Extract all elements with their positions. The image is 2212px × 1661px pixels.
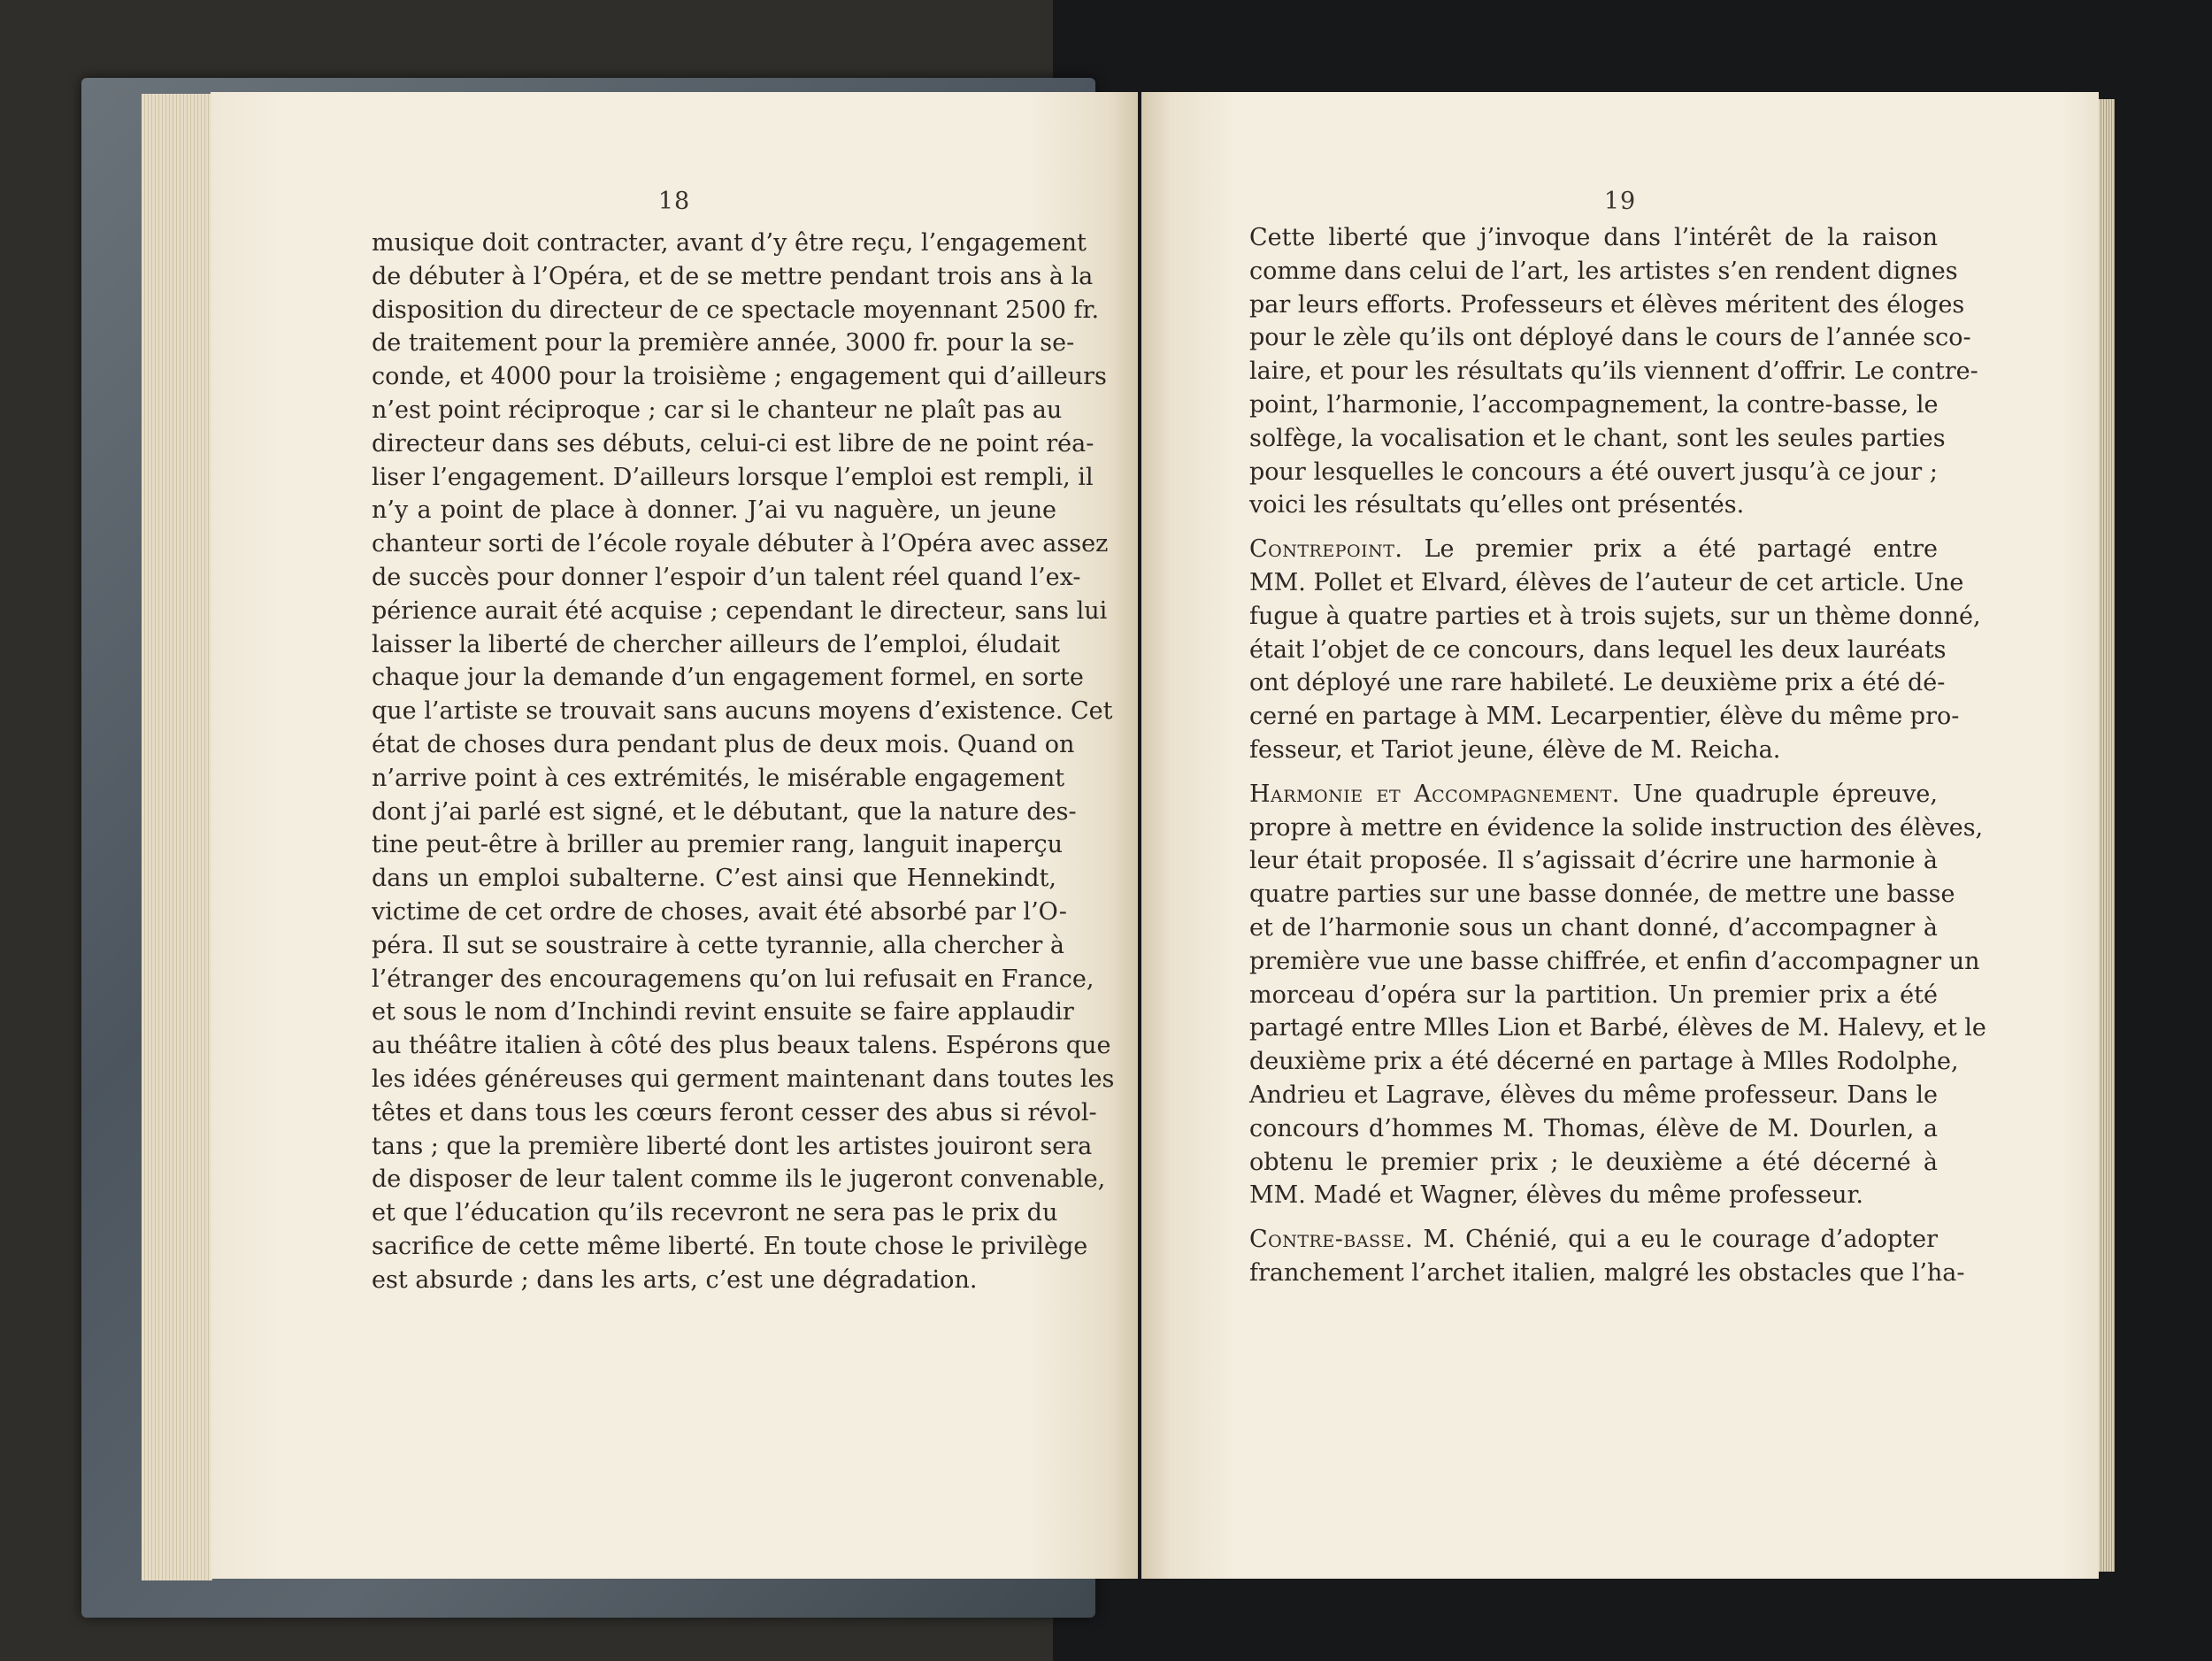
text-line: de succès pour donner l’espoir d’un talent réel quand l’ex-: [372, 563, 1081, 591]
text-line: et sous le nom d’Inchindi revint ensuite se faire applaudir: [372, 998, 1074, 1027]
text-line: est absurde ; dans les arts, c’est une dégradation.: [372, 1265, 978, 1294]
text-line: leur était proposée. Il s’agissait d’écrire une harmonie à: [1249, 847, 1938, 875]
text-line: première vue une basse chiffrée, et enfin d’accompagner un: [1249, 947, 1980, 975]
text-line: n’arrive point à ces extrémités, le misérable engagement: [372, 764, 1065, 792]
section-line: Contre-basse. M. Chénié, qui a eu le courage d’adopter: [1249, 1226, 1938, 1254]
text-line: disposition du directeur de ce spectacle moyennant 2500 fr.: [372, 296, 1100, 324]
text-line: n’est point réciproque ; car si le chanteur ne plaît pas au: [372, 396, 1063, 424]
section-heading-contre-basse: Contre-basse.: [1249, 1226, 1414, 1254]
text-line: n’y a point de place à donner. J’ai vu naguère, un jeune: [372, 496, 1056, 525]
text-line: obtenu le premier prix ; le deuxième a été décerné à: [1249, 1148, 1938, 1176]
right-page: [1141, 92, 2099, 1579]
text-line: de traitement pour la première année, 3000 fr. pour la se-: [372, 329, 1075, 358]
text-line: chanteur sorti de l’école royale débuter à l’Opéra avec assez: [372, 530, 1109, 558]
text-line: que l’artiste se trouvait sans aucuns moyens d’existence. Cet: [372, 697, 1113, 726]
text-line: de disposer de leur talent comme ils le jugeront convenable,: [372, 1165, 1106, 1194]
text-line: l’étranger des encouragemens qu’on lui refusait en France,: [372, 965, 1094, 993]
text-line: état de choses dura pendant plus de deux mois. Quand on: [372, 730, 1075, 758]
text-line: dont j’ai parlé est signé, et le débutant, que la nature des-: [372, 797, 1077, 826]
text-line: pour lesquelles le concours a été ouvert jusqu’à ce jour ;: [1249, 458, 1938, 486]
text-line: victime de cet ordre de choses, avait été absorbé par l’O-: [372, 897, 1067, 926]
left-page: [211, 92, 1138, 1579]
section-heading-harmonie: Harmonie et Accompagnement.: [1249, 780, 1620, 808]
text-line: les idées généreuses qui germent maintenant dans toutes les: [372, 1065, 1115, 1093]
text-line: MM. Pollet et Elvard, élèves de l’auteur de cet article. Une: [1249, 568, 1964, 596]
text-line: voici les résultats qu’elles ont présentés.: [1249, 491, 1745, 519]
page-number-left: 18: [657, 188, 691, 215]
text-line: par leurs efforts. Professeurs et élèves méritent des éloges: [1249, 290, 1965, 319]
text-line: et que l’éducation qu’ils recevront ne sera pas le prix du: [372, 1199, 1058, 1227]
page-edges-left: [142, 94, 212, 1580]
text-line: deuxième prix a été décerné en partage à Mlles Rodolphe,: [1249, 1048, 1959, 1076]
text-line: solfège, la vocalisation et le chant, sont les seules parties: [1249, 424, 1946, 452]
text-line: comme dans celui de l’art, les artistes s’en rendent dignes: [1249, 257, 1958, 285]
text-line: et de l’harmonie sous un chant donné, d’accompagner à: [1249, 913, 1938, 942]
text-line: laisser la liberté de chercher ailleurs de l’emploi, éludait: [372, 630, 1061, 658]
text-line: propre à mettre en évidence la solide instruction des élèves,: [1249, 813, 1984, 842]
page-number-right: 19: [1603, 188, 1637, 215]
text-line: laire, et pour les résultats qu’ils viennent d’offrir. Le contre-: [1249, 358, 1978, 386]
text-line: au théâtre italien à côté des plus beaux talens. Espérons que: [372, 1032, 1111, 1060]
text-line: quatre parties sur une basse donnée, de mettre une basse: [1249, 880, 1955, 909]
text-line: MM. Madé et Wagner, élèves du même professeur.: [1249, 1181, 1863, 1210]
text-line: pour le zèle qu’ils ont déployé dans le cours de l’année sco-: [1249, 324, 1971, 352]
text-line: chaque jour la demande d’un engagement formel, en sorte: [372, 664, 1084, 692]
page-edges-right: [2099, 99, 2115, 1572]
text-line: partagé entre Mlles Lion et Barbé, élèves de M. Halevy, et le: [1249, 1014, 1986, 1042]
left-page-text: [372, 227, 1115, 1297]
text-line: cerné en partage à MM. Lecarpentier, élève du même pro-: [1249, 703, 1960, 731]
section-line: Harmonie et Accompagnement. Une quadruple épreuve,: [1249, 780, 1938, 808]
text-line: dans un emploi subalterne. C’est ainsi que Hennekindt,: [372, 865, 1056, 893]
text-line: Cette liberté que j’invoque dans l’intérêt de la raison: [1249, 224, 1938, 251]
text-line: péra. Il sut se soustraire à cette tyrannie, alla chercher à: [372, 931, 1064, 959]
right-page-text: [1249, 221, 1986, 1290]
text-line: musique doit contracter, avant d’y être reçu, l’engagement: [372, 229, 1087, 257]
text-line: franchement l’archet italien, malgré les obstacles que l’ha-: [1249, 1258, 1965, 1287]
text-line: têtes et dans tous les cœurs feront cesser des abus si révol-: [372, 1098, 1097, 1127]
section-line: Contrepoint. Le premier prix a été partagé entre: [1249, 535, 1938, 564]
text-line: directeur dans ses débuts, celui-ci est libre de ne point réa-: [372, 429, 1094, 458]
text-line: tans ; que la première liberté dont les artistes jouiront sera: [372, 1132, 1093, 1160]
text-line: point, l’harmonie, l’accompagnement, la contre-basse, le: [1249, 390, 1939, 419]
text-line: de débuter à l’Opéra, et de se mettre pendant trois ans à la: [372, 262, 1094, 290]
text-line: fesseur, et Tariot jeune, élève de M. Reicha.: [1249, 735, 1781, 764]
text-line: Andrieu et Lagrave, élèves du même professeur. Dans le: [1249, 1080, 1938, 1109]
text-line: concours d’hommes M. Thomas, élève de M. Dourlen, a: [1249, 1114, 1938, 1142]
text-line: tine peut-être à briller au premier rang, languit inaperçu: [372, 831, 1064, 859]
text-line: était l’objet de ce concours, dans lequel les deux lauréats: [1249, 635, 1947, 664]
section-heading-contrepoint: Contrepoint.: [1249, 535, 1403, 564]
text-line: conde, et 4000 pour la troisième ; engagement qui d’ailleurs: [372, 363, 1107, 391]
text-line: sacrifice de cette même liberté. En toute chose le privilège: [372, 1232, 1088, 1260]
text-line: ont déployé une rare habileté. Le deuxième prix a été dé-: [1249, 669, 1946, 697]
text-line: périence aurait été acquise ; cependant le directeur, sans lui: [372, 596, 1108, 625]
text-line: morceau d’opéra sur la partition. Un premier prix a été: [1249, 980, 1938, 1009]
text-line: fugue à quatre parties et à trois sujets, sur un thème donné,: [1249, 602, 1981, 630]
text-line: liser l’engagement. D’ailleurs lorsque l’emploi est rempli, il: [372, 463, 1094, 491]
